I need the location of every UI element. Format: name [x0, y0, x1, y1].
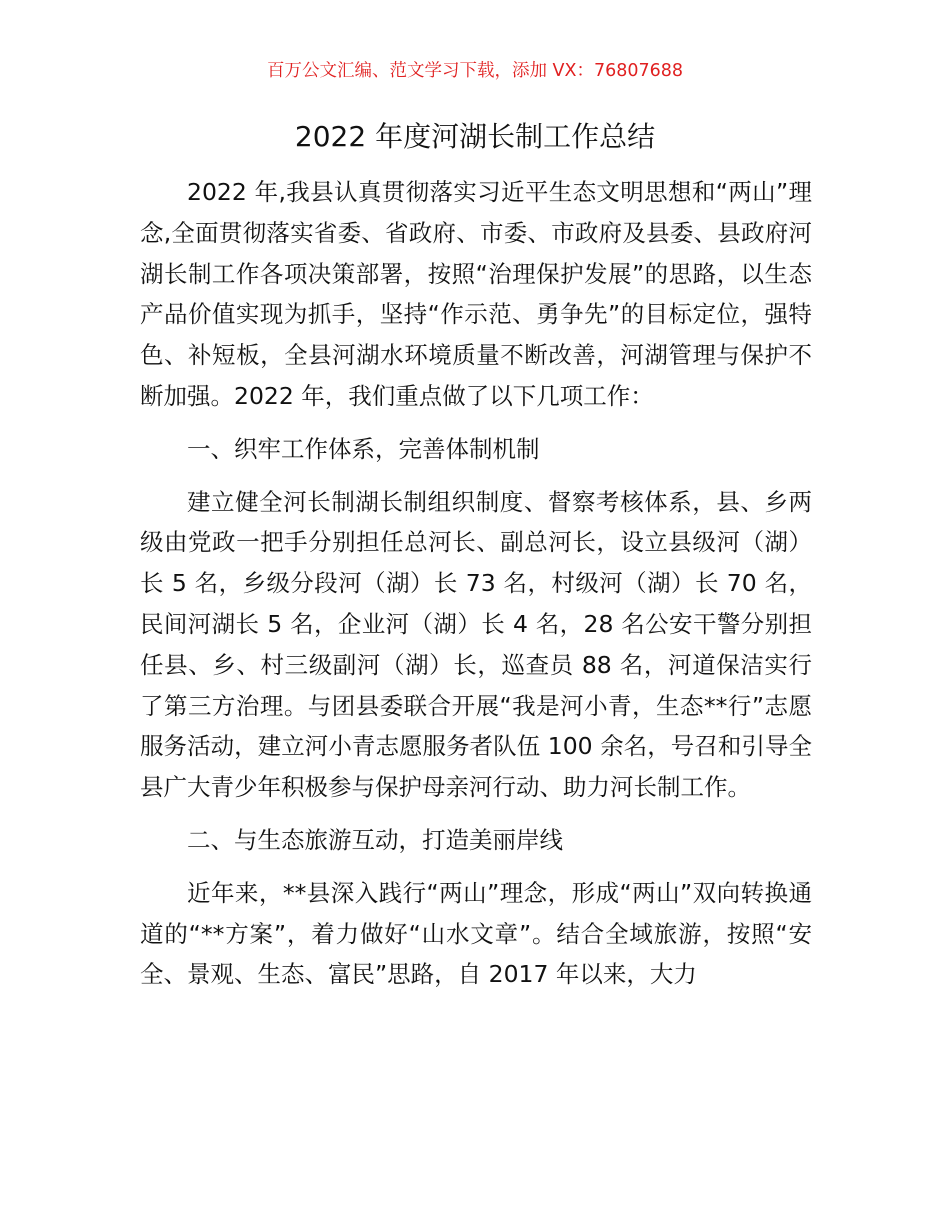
section-heading-2: 二、与生态旅游互动，打造美丽岸线 [187, 825, 563, 854]
section-heading-1: 一、织牢工作体系，完善体制机制 [187, 434, 540, 463]
paragraph-section-1: 建立健全河长制湖长制组织制度、督察考核体系，县、乡两级由党政一把手分别担任总河长、副总河长，设立县级河（湖）长 5 名，乡级分段河（湖）长 73 名，村级河（湖）长 70 名，民间河湖长 5 名，企业河（湖）长 4 名，28 名公安干警分别担任县、乡、村三级副河（湖）长，巡查员 88 名，河道保洁实行了第三方治理。与团县委联合开展“我是河小青，生态**行”志愿服务活动，建立河小青志愿服务者队伍 100 余名，号召和引导全县广大青少年积极参与保护母亲河行动、助力河长制工作。 [140, 487, 812, 802]
document-title: 2022 年度河湖长制工作总结 [294, 120, 656, 153]
paragraph-intro: 2022 年,我县认真贯彻落实习近平生态文明思想和“两山”理念,全面贯彻落实省委、省政府、市委、市政府及县委、县政府河湖长制工作各项决策部署，按照“治理保护发展”的思路，以生态产品价值实现为抓手，坚持“作示范、勇争先”的目标定位，强特色、补短板，全县河湖水环境质量不断改善，河湖管理与保护不断加强。2022 年，我们重点做了以下几项工作： [140, 178, 812, 410]
promo-header: 百万公文汇编、范文学习下载，添加 VX：76807688 [266, 61, 684, 81]
paragraph-section-2: 近年来，**县深入践行“两山”理念，形成“两山”双向转换通道的“**方案”，着力做好“山水文章”。结合全域旅游，按照“安全、景观、生态、富民”思路，自 2017 年以来，大力 [140, 878, 812, 989]
document-body [140, 172, 812, 995]
